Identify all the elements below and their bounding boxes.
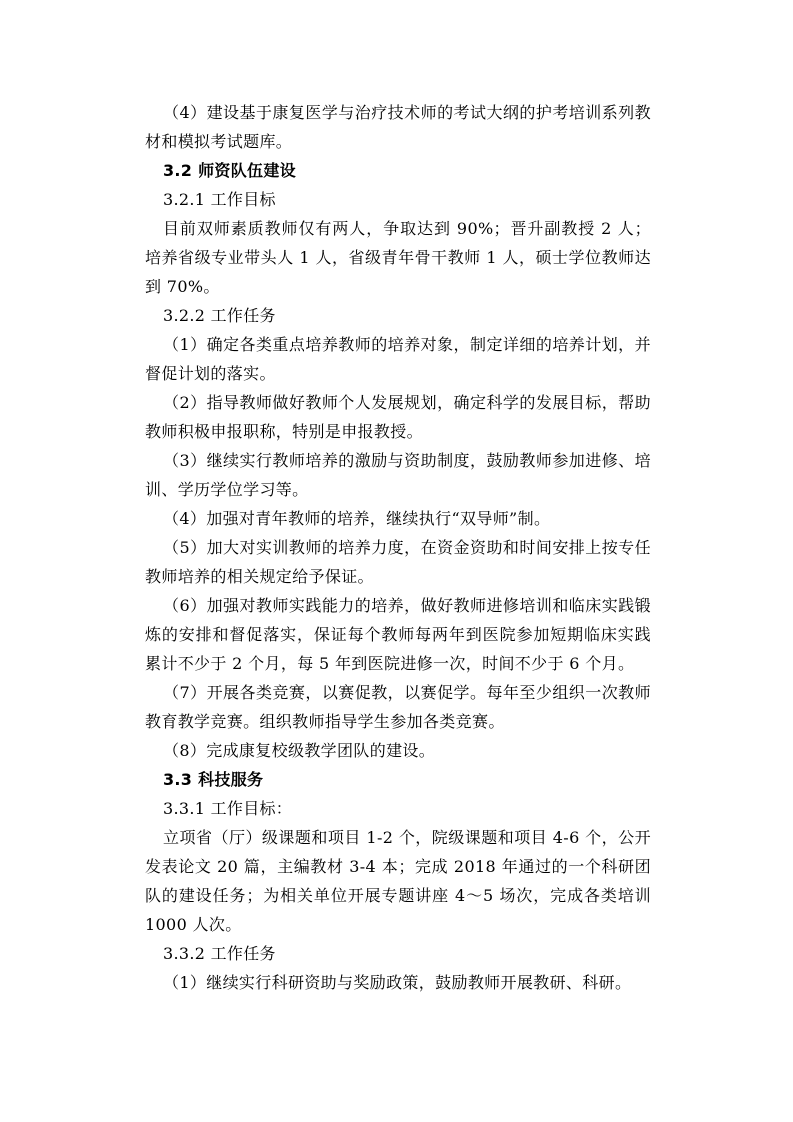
paragraph-task-2: （2）指导教师做好教师个人发展规划，确定科学的发展目标，帮助教师积极申报职称，特别是申报教授。: [145, 393, 651, 441]
paragraph-teacher-goals: 目前双师素质教师仅有两人，争取达到 90%；晋升副教授 2 人；培养省级专业带头人 1 人，省级青年骨干教师 1 人，硕士学位教师达到 70%。: [145, 219, 651, 296]
paragraph-research-task-1: （1）继续实行科研资助与奖励政策，鼓励教师开展教研、科研。: [163, 973, 632, 992]
paragraph-task-1: （1）确定各类重点培养教师的培养对象，制定详细的培养计划，并督促计划的落实。: [145, 335, 651, 383]
paragraph-task-3: （3）继续实行教师培养的激励与资助制度，鼓励教师参加进修、培训、学历学位学习等。: [145, 451, 651, 499]
section-heading-3-2: 3.2 师资队伍建设: [163, 161, 296, 180]
section-heading-3-3: 3.3 科技服务: [163, 770, 264, 789]
paragraph-task-6: （6）加强对教师实践能力的培养，做好教师进修培训和临床实践锻炼的安排和督促落实，保证每个教师每两年到医院参加短期临床实践累计不少于 2 个月，每 5 年到医院进修一次，时间不少于 6 个月。: [145, 596, 651, 673]
paragraph-task-8: （8）完成康复校级教学团队的建设。: [163, 741, 436, 760]
paragraph-item-4-textbook: （4）建设基于康复医学与治疗技术师的考试大纲的护考培训系列教材和模拟考试题库。: [145, 103, 651, 151]
paragraph-task-7: （7）开展各类竞赛，以赛促教，以赛促学。每年至少组织一次教师教育教学竞赛。组织教师指导学生参加各类竞赛。: [145, 683, 651, 731]
document-body: [145, 98, 651, 997]
subsection-heading-3-2-1: 3.2.1 工作目标: [163, 190, 276, 209]
paragraph-research-goals: 立项省（厅）级课题和项目 1-2 个，院级课题和项目 4-6 个，公开发表论文 20 篇，主编教材 3-4 本；完成 2018 年通过的一个科研团队的建设任务；为相关单位开展专题讲座 4～5 场次，完成各类培训 1000 人次。: [145, 828, 651, 934]
paragraph-task-5: （5）加大对实训教师的培养力度，在资金资助和时间安排上按专任教师培养的相关规定给予保证。: [145, 538, 651, 586]
subsection-heading-3-3-1: 3.3.1 工作目标：: [163, 799, 293, 818]
subsection-heading-3-3-2: 3.3.2 工作任务: [163, 944, 276, 963]
subsection-heading-3-2-2: 3.2.2 工作任务: [163, 306, 276, 325]
paragraph-task-4: （4）加强对青年教师的培养，继续执行“双导师”制。: [163, 509, 551, 528]
